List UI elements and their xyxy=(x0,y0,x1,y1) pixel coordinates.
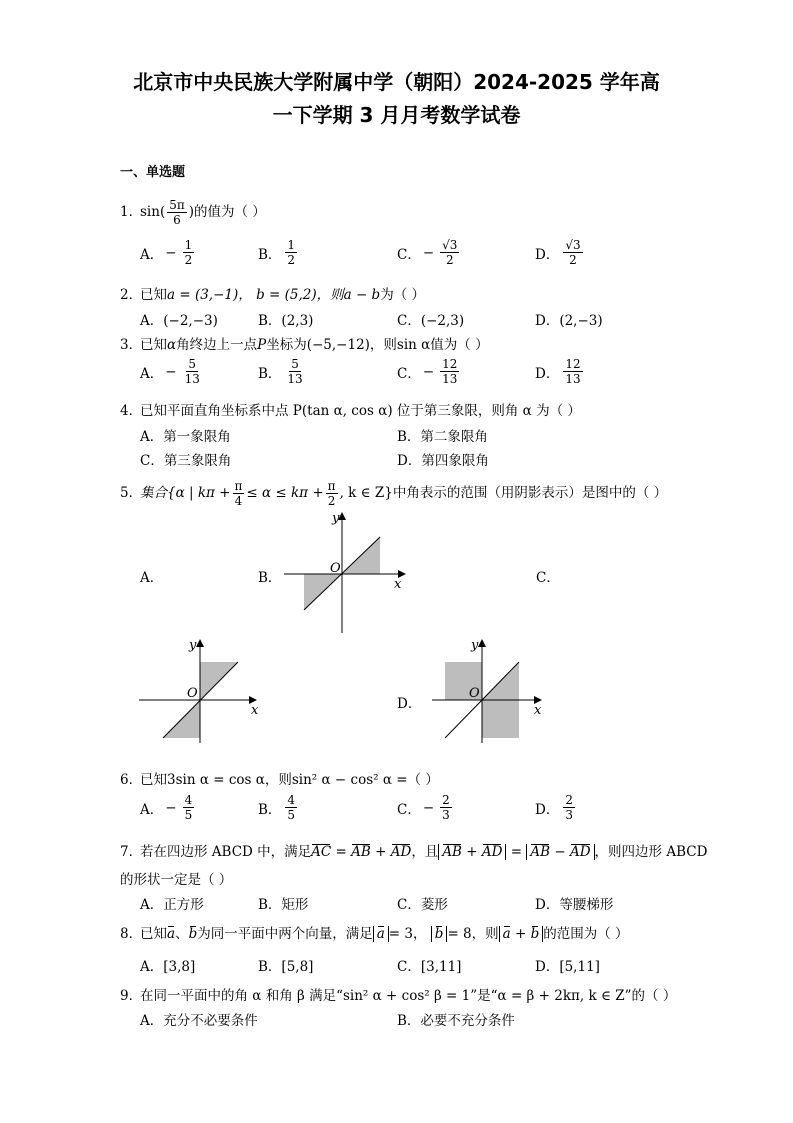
question-3: 3．已知α角终边上一点P坐标为(−5,−12)，则sin α值为（ ） xyxy=(120,337,489,353)
q9-option-b[interactable]: B．必要不充分条件 xyxy=(397,1013,515,1029)
q9-option-a[interactable]: A．充分不必要条件 xyxy=(140,1013,258,1029)
y-axis-label: y xyxy=(332,511,340,526)
fraction: $\frac{5\pi}{6}$ xyxy=(169,198,185,227)
question-5: 5．集合{α | kπ + $\frac{\pi}{4}$ ≤ α ≤ kπ + $\frac{\pi}{2}$ , k ∈ Z}中角表示的范围（用阴影表示）是图中的（ ） xyxy=(120,479,668,508)
question-8: 8．已知a、b为同一平面中两个向量，满足 a = 3， b = 8，则 a + b 的范围为（ ） xyxy=(120,926,629,942)
page-title-line2: 一下学期 3 月月考数学试卷 xyxy=(272,103,521,127)
q8-option-d[interactable]: D．[5,11] xyxy=(535,959,600,975)
y-arrow-icon xyxy=(478,639,486,647)
question-1: 1．sin( $\frac{5\pi}{6}$ )的值为（ ） xyxy=(120,198,266,227)
q5-option-d[interactable]: D． xyxy=(397,696,422,712)
diagram-option-d[interactable] xyxy=(430,635,560,745)
question-4: 4．已知平面直角坐标系中点 P(tan α, cos α) 位于第三象限，则角 α 为（ ） xyxy=(120,403,581,419)
q2-option-d[interactable]: D．(2,−3) xyxy=(535,313,603,329)
q4-option-c[interactable]: C．第三象限角 xyxy=(140,453,232,469)
origin-label: O xyxy=(469,686,480,701)
question-2: 2．已知a = (3,−1)， b = (5,2)，则a − b为（ ） xyxy=(120,287,425,303)
q6-option-a[interactable]: A． − $\frac{4}{5}$ xyxy=(140,793,193,822)
section-heading: 一、单选题 xyxy=(120,165,186,180)
q7-option-b[interactable]: B．矩形 xyxy=(258,897,309,913)
q5-option-b[interactable]: B． xyxy=(258,570,282,586)
question-7: 7．若在四边形 ABCD 中，满足AC = AB + AD，且 AB + AD = AB − AD ，则四边形 ABCD xyxy=(120,844,708,860)
q5-option-c[interactable]: C． xyxy=(536,570,560,586)
question-9: 9．在同一平面中的角 α 和角 β 满足“sin² α + cos² β = 1”是“α = β + 2kπ, k ∈ Z”的（ ） xyxy=(120,988,677,1004)
q7-option-a[interactable]: A．正方形 xyxy=(140,897,204,913)
y-arrow-icon xyxy=(196,639,204,647)
diagram-option-c[interactable] xyxy=(135,635,265,745)
origin-label: O xyxy=(187,686,198,701)
x-axis-label: x xyxy=(534,703,542,718)
q8-option-b[interactable]: B．[5,8] xyxy=(258,959,314,975)
q3-option-b[interactable]: B． $\frac{5}{13}$ xyxy=(258,357,303,386)
q6-option-c[interactable]: C． − $\frac{2}{3}$ xyxy=(397,793,450,822)
q1-option-b[interactable]: B． $\frac{1}{2}$ xyxy=(258,238,296,267)
q2-option-c[interactable]: C．(−2,3) xyxy=(397,313,465,329)
q1-option-a[interactable]: A． − $\frac{1}{2}$ xyxy=(140,238,193,267)
q3-option-c[interactable]: C． − $\frac{12}{13}$ xyxy=(397,357,458,386)
x-axis-label: x xyxy=(251,703,259,718)
q2-option-a[interactable]: A．(−2,−3) xyxy=(140,313,218,329)
q8-option-a[interactable]: A．[3,8] xyxy=(140,959,196,975)
q4-option-b[interactable]: B．第二象限角 xyxy=(397,429,488,445)
q6-option-b[interactable]: B． $\frac{4}{5}$ xyxy=(258,793,296,822)
q2-option-b[interactable]: B．(2,3) xyxy=(258,313,314,329)
x-axis-label: x xyxy=(394,577,402,592)
question-7-continued: 的形状一定是（ ） xyxy=(120,872,233,888)
q7-option-d[interactable]: D．等腰梯形 xyxy=(535,897,614,913)
diagram-option-b[interactable] xyxy=(280,508,410,638)
q1-option-c[interactable]: C． − $\frac{√3}{2}$ xyxy=(397,238,458,267)
y-axis-label: y xyxy=(471,638,479,653)
q8-option-c[interactable]: C．[3,11] xyxy=(397,959,462,975)
q7-option-c[interactable]: C．菱形 xyxy=(397,897,448,913)
q6-option-d[interactable]: D． $\frac{2}{3}$ xyxy=(535,793,573,822)
question-6: 6．已知3sin α = cos α，则sin² α − cos² α =（ ） xyxy=(120,772,439,788)
q4-option-d[interactable]: D．第四象限角 xyxy=(397,453,489,469)
y-axis-label: y xyxy=(189,638,197,653)
q5-option-a[interactable]: A． xyxy=(140,570,164,586)
page-title-line1: 北京市中央民族大学附属中学（朝阳）2024-2025 学年高 xyxy=(133,70,660,94)
origin-label: O xyxy=(330,561,341,576)
q3-option-a[interactable]: A． − $\frac{5}{13}$ xyxy=(140,357,200,386)
q1-option-d[interactable]: D． $\frac{√3}{2}$ xyxy=(535,238,581,267)
q4-option-a[interactable]: A．第一象限角 xyxy=(140,429,231,445)
q3-option-d[interactable]: D． $\frac{12}{13}$ xyxy=(535,357,581,386)
